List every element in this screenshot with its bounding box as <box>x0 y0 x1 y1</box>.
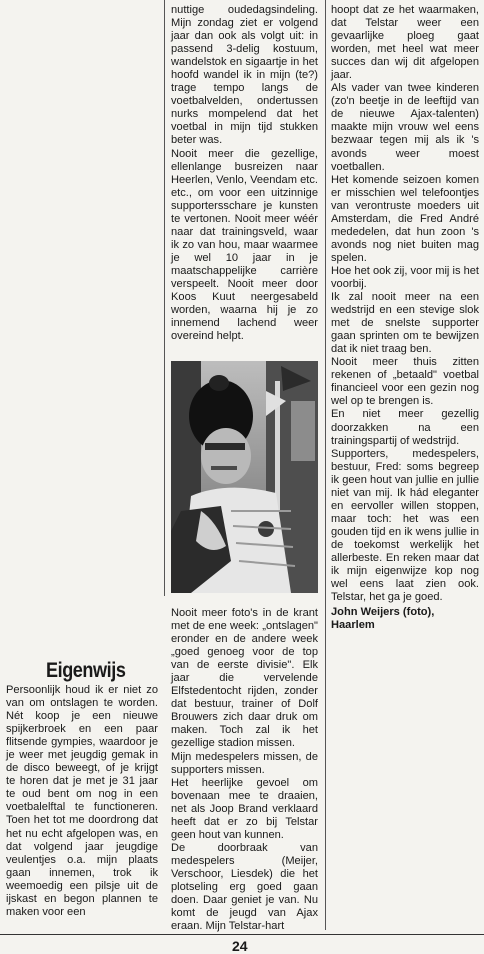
paragraph: Het heerlijke gevoel om bovenaan mee te draaien, net als Joop Brand verklaard heeft dat er zo bij Telstar geen hout van kunnen. <box>171 776 318 841</box>
author-credit <box>331 606 479 632</box>
page-number: 24 <box>232 938 248 954</box>
paragraph: Persoonlijk houd ik er niet zo van om ontslagen te worden. Nét koop je een nieuwe spijkerbroek en een paar flitsende gympies, waardoor je je weer met jeugdig gemak in de disco beweegt, of je krijgt te horen dat je met je 31 jaar te oud bent om nog in een voetbalelftal te functioneren. Toen het tot me doordrong dat het nu echt afgelopen was, en dat volgend jaar jeugdige veulentjes o.a. mijn plaats gaan innemen, trok ik weemoedig een pilsje uit de ijskast en begon plannen te maken voor een <box>6 684 158 918</box>
paragraph: hoopt dat ze het waarmaken, dat Telstar weer een gevaarlijke ploeg gaat worden, met heel wat meer succes dan wij dit afgelopen jaar. <box>331 4 479 82</box>
paragraph: Supporters, medespelers, bestuur, Fred: soms begreep ik geen hout van jullie en jullie niet van mij. Ik hád eleganter en eervoller willen stoppen, maar toch: het was een gouden tijd en ik wens jullie in de toekomst werkelijk het allerbeste. En reken maar dat ik mijn eigenwijze kop nog wel eens laat zien ook. Telstar, het ga je goed. <box>331 447 479 604</box>
column-rule-left <box>164 0 165 596</box>
credit-name: John Weijers (foto), <box>331 606 435 619</box>
paragraph: nuttige oudedagsindeling. Mijn zondag ziet er volgend jaar dan ook als volgt uit: in passend 3-delig kostuum, wandelstok en sigaartje in het hoofd wandel ik in mijn (te?) trage tempo langs de voetbalvelden, ondertussen nurks mompelend dat het voetbal in mijn tijd stukken beter was. <box>171 4 318 147</box>
bottom-rule <box>0 934 484 935</box>
paragraph: De doorbraak van medespelers (Meijer, Verschoor, Liesdek) die het plotseling erg goed gaan doen. Daar geniet je van. Nu komt de jeugd van Ajax eraan. Mijn Telstar-hart <box>171 841 318 933</box>
paragraph: Nooit meer thuis zitten rekenen of „betaald" voetbal financieel voor een gezin nog wel op te brengen is. <box>331 356 479 408</box>
column-rule-right <box>325 0 326 930</box>
paragraph: Nooit meer foto's in de krant met de ene week: „ontslagen" eronder en de andere week „goed genoeg voor de top van de eerste divisie". Elk jaar die vervelende Elfstedentocht rijden, zonder dat bestuur, trainer of Dolf Brouwers zich daar druk om maken. Toch zal ik het gezellige stadion missen. <box>171 607 318 750</box>
paragraph: Als vader van twee kinderen (zo'n beetje in de leeftijd van de nieuwe Ajax-talenten) maakte mijn vrouw wel eens bezwaar tegen mij als ik 's avonds weer moest voetballen. <box>331 82 479 173</box>
paragraph: Ik zal nooit meer na een wedstrijd en een stevige slok met de snelste supporter gaan sprinten om te bewijzen dat ik niet traag ben. <box>331 291 479 356</box>
column-1-lower <box>6 684 158 919</box>
column-2-lower <box>171 607 318 933</box>
column-3 <box>331 4 479 632</box>
section-heading: Eigenwijs <box>46 659 126 682</box>
paragraph: Het komende seizoen komen er misschien wel telefoontjes van verontruste moeders uit Amsterdam, die Fred André mededelen, dat hun zoon 's avonds nog niet buiten mag spelen. <box>331 173 479 264</box>
paragraph: Mijn medespelers missen, de supporters missen. <box>171 750 318 776</box>
photo-footballer-icon <box>171 361 318 593</box>
credit-city: Haarlem <box>331 619 375 632</box>
paragraph: En niet meer gezellig doorzakken na een trainingspartij of wedstrijd. <box>331 408 479 447</box>
paragraph: Nooit meer die gezellige, ellenlange busreizen naar Heerlen, Venlo, Veendam etc. etc., om voor een uitzinnige supportersschare je kunsten te vertonen. Nooit meer wéér naar dat trainingsveld, waar ik zo van hou, maar waarmee je wel 10 jaar in je maatschappelijke carrière verspeelt. Nooit meer door Koos Kuut neergesabeld worden, waarna hij je zo innemend lachend weer overeind helpt. <box>171 147 318 343</box>
paragraph: Hoe het ook zij, voor mij is het voorbij. <box>331 264 479 290</box>
column-2-upper <box>171 4 318 343</box>
